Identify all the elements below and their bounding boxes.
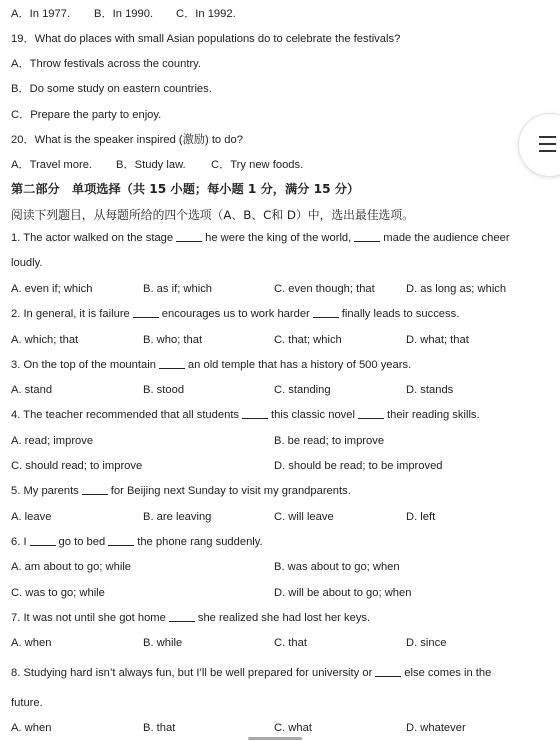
question-20: 20．What is the speaker inspired (激励) to do? — [11, 134, 243, 146]
section-heading: 第二部分 单项选择（共 15 小题；每小题 1 分，满分 15 分） — [11, 182, 360, 196]
item-6-option-c: C. was to go; while — [11, 587, 105, 599]
item-1-stem-cont: loudly. — [11, 257, 43, 269]
section-instruction: 阅读下列题目，从每题所给的四个选项（A、B、C和 D）中，选出最佳选项。 — [11, 208, 414, 222]
item-5-stem: 5. My parents for Beijing next Sunday to visit my grandparents. — [11, 485, 351, 497]
item-8-option-b: B. that — [143, 722, 176, 734]
item-4-stem: 4. The teacher recommended that all students this classic novel their reading skills. — [11, 409, 480, 421]
blank — [358, 418, 384, 419]
q20-option-c: C．Try new foods. — [211, 159, 304, 171]
item-7-stem: 7. It was not until she got home she realized she had lost her keys. — [11, 612, 371, 624]
q19-option-b: B．Do some study on eastern countries. — [11, 83, 212, 95]
option-c: C．In 1992. — [176, 8, 236, 20]
item-2-option-c: C. that; which — [274, 334, 342, 346]
item-3-option-d: D. stands — [406, 384, 454, 396]
item-2-option-d: D. what; that — [406, 334, 469, 346]
item-3-stem: 3. On the top of the mountain an old temple that has a history of 500 years. — [11, 359, 412, 371]
blank — [354, 241, 380, 242]
blank — [82, 494, 108, 495]
item-5-option-c: C. will leave — [274, 511, 334, 523]
item-1-option-b: B. as if; which — [143, 283, 213, 295]
item-5-option-b: B. are leaving — [143, 511, 212, 523]
blank — [375, 676, 401, 677]
item-2-stem: 2. In general, it is failure encourages us to work harder finally leads to success. — [11, 308, 460, 320]
q19-option-a: A．Throw festivals across the country. — [11, 58, 202, 70]
blank — [242, 418, 268, 419]
item-6-option-b: B. was about to go; when — [274, 561, 400, 573]
item-3-option-b: B. stood — [143, 384, 185, 396]
item-8-option-d: D. whatever — [406, 722, 466, 734]
item-4-option-b: B. be read; to improve — [274, 435, 385, 447]
item-6-option-a: A. am about to go; while — [11, 561, 132, 573]
item-3-option-a: A. stand — [11, 384, 53, 396]
item-8-option-c: C. what — [274, 722, 312, 734]
blank — [133, 317, 159, 318]
blank — [159, 368, 185, 369]
option-a: A．In 1977. — [11, 8, 71, 20]
item-2-option-a: A. which; that — [11, 334, 79, 346]
item-8-stem-cont: future. — [11, 697, 43, 709]
item-8-stem: 8. Studying hard isn’t always fun, but I’ll be well prepared for university or else comes in the — [11, 667, 492, 679]
question-19: 19．What do places with small Asian populations do to celebrate the festivals? — [11, 33, 401, 45]
item-5-option-a: A. leave — [11, 511, 52, 523]
scroll-indicator[interactable] — [248, 737, 302, 740]
item-4-option-c: C. should read; to improve — [11, 460, 143, 472]
item-1-option-a: A. even if; which — [11, 283, 93, 295]
item-7-option-a: A. when — [11, 637, 52, 649]
blank — [108, 545, 134, 546]
item-3-option-c: C. standing — [274, 384, 331, 396]
item-4-option-a: A. read; improve — [11, 435, 94, 447]
item-1-option-c: C. even though; that — [274, 283, 375, 295]
item-7-option-c: C. that — [274, 637, 307, 649]
item-6-stem: 6. I go to bed the phone rang suddenly. — [11, 536, 263, 548]
item-7-option-d: D. since — [406, 637, 447, 649]
blank — [30, 545, 56, 546]
item-5-option-d: D. left — [406, 511, 436, 523]
q20-option-a: A．Travel more. — [11, 159, 93, 171]
q20-option-b: B．Study law. — [116, 159, 186, 171]
item-2-option-b: B. who; that — [143, 334, 203, 346]
q19-option-c: C．Prepare the party to enjoy. — [11, 109, 162, 121]
item-8-option-a: A. when — [11, 722, 52, 734]
item-6-option-d: D. will be about to go; when — [274, 587, 412, 599]
blank — [313, 317, 339, 318]
option-b: B．In 1990. — [94, 8, 154, 20]
item-1-option-d: D. as long as; which — [406, 283, 507, 295]
item-1-stem: 1. The actor walked on the stage he were the king of the world, made the audience cheer — [11, 232, 510, 244]
menu-button[interactable] — [518, 113, 560, 177]
blank — [176, 241, 202, 242]
item-7-option-b: B. while — [143, 637, 183, 649]
blank — [169, 621, 195, 622]
item-4-option-d: D. should be read; to be improved — [274, 460, 443, 472]
